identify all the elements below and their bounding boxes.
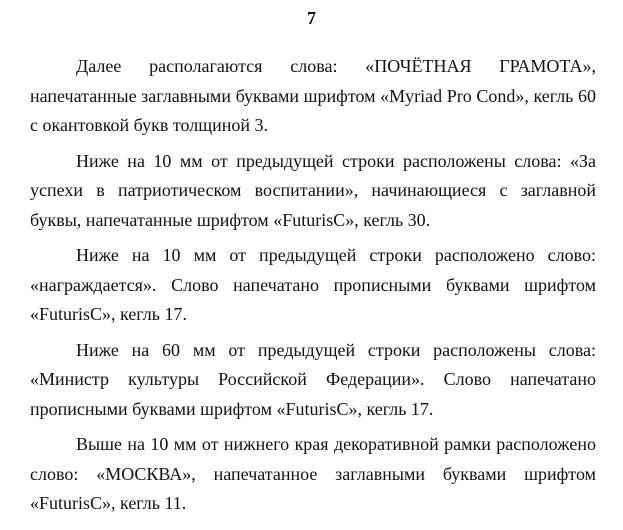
paragraph-2: Ниже на 10 мм от предыдущей строки расположены слова: «За успехи в патриотическом воспитании», начинающиеся с заглавной буквы, напечатанные шрифтом «FuturisC», кегль 30. [30, 150, 596, 230]
page-number: 7 [307, 8, 316, 28]
paragraph-4: Ниже на 60 мм от предыдущей строки расположены слова: «Министр культуры Российской Федерации». Слово напечатано прописными буквами шрифтом «FuturisC», кегль 17. [30, 339, 596, 419]
document-body [30, 52, 596, 525]
paragraph-5: Выше на 10 мм от нижнего края декоративной рамки расположено слово: «МОСКВА», напечатанное заглавными буквами шрифтом «FuturisC», кегль 11. [30, 434, 596, 513]
paragraph-1: Далее располагаются слова: «ПОЧЁТНАЯ ГРАМОТА», напечатанные заглавными буквами шрифтом «Myriad Pro Cond», кегль 60 с окантовкой букв толщиной 3. [30, 56, 596, 135]
paragraph-3: Ниже на 10 мм от предыдущей строки расположено слово: «награждается». Слово напечатано прописными буквами шрифтом «FuturisC», кегль 17. [30, 245, 596, 324]
